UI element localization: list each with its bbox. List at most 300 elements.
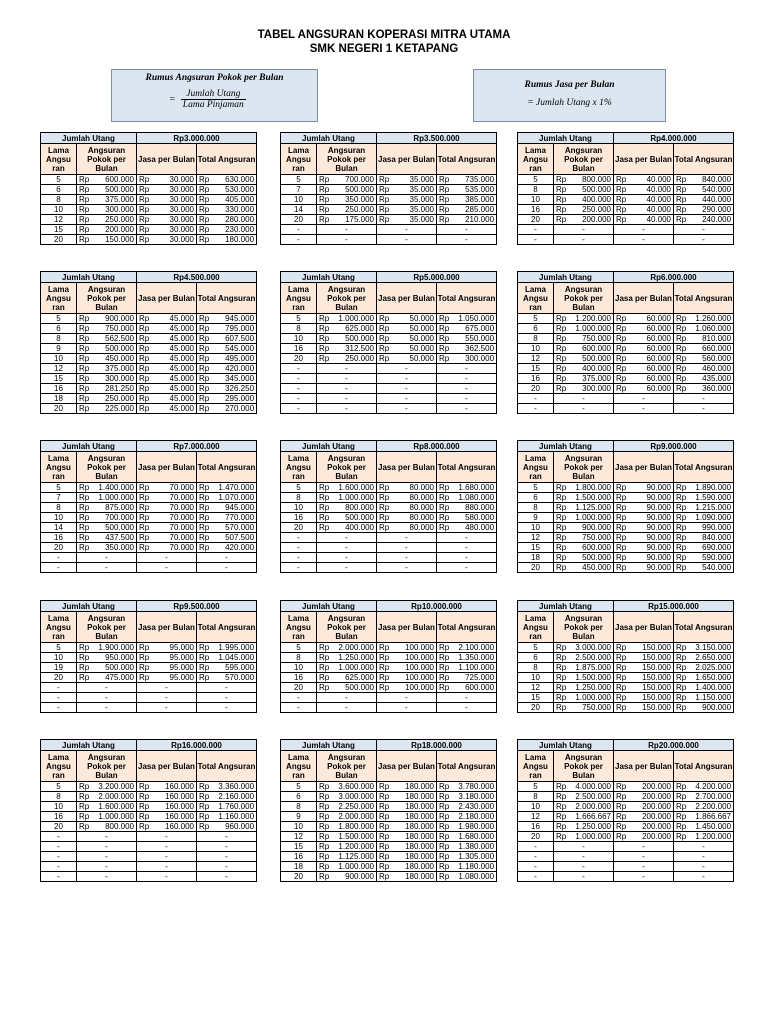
amount-value: 95.000 (169, 663, 194, 672)
amount-value: 90.000 (646, 543, 671, 552)
empty-cell: - (41, 832, 77, 842)
currency-label: Rp (139, 812, 150, 821)
table-row (41, 533, 257, 543)
pokok-cell (317, 812, 377, 822)
jasa-cell (377, 523, 437, 533)
pokok-cell (77, 643, 137, 653)
empty-cell: - (554, 235, 614, 245)
table-row (281, 852, 497, 862)
pokok-cell (77, 344, 137, 354)
amount-value: 1.305.000 (458, 852, 495, 861)
empty-cell: - (77, 852, 137, 862)
currency-label: Rp (319, 832, 330, 841)
total-cell (674, 493, 734, 503)
currency-label: Rp (379, 802, 390, 811)
empty-cell: - (317, 364, 377, 374)
currency-label: Rp (616, 693, 627, 702)
jasa-cell (377, 215, 437, 225)
jumlah-utang-amount: Rp4.000.000 (614, 133, 734, 144)
currency-label: Rp (379, 483, 390, 492)
currency-label: Rp (556, 513, 567, 522)
currency-label: Rp (319, 205, 330, 214)
lama-cell: 15 (518, 693, 554, 703)
total-cell (197, 364, 257, 374)
total-cell (197, 513, 257, 523)
jasa-cell (377, 175, 437, 185)
total-cell (674, 185, 734, 195)
table-row (518, 374, 734, 384)
currency-label: Rp (676, 334, 687, 343)
jasa-cell (377, 205, 437, 215)
currency-label: Rp (439, 205, 450, 214)
total-cell (197, 483, 257, 493)
jasa-cell (137, 663, 197, 673)
currency-label: Rp (616, 384, 627, 393)
total-cell (197, 643, 257, 653)
currency-label: Rp (556, 802, 567, 811)
lama-cell: 10 (518, 673, 554, 683)
loan-table (517, 739, 734, 882)
amount-value: 500.000 (105, 663, 134, 672)
empty-cell: - (437, 394, 497, 404)
empty-cell: - (614, 842, 674, 852)
currency-label: Rp (379, 852, 390, 861)
table-row (41, 175, 257, 185)
currency-label: Rp (139, 673, 150, 682)
amount-value: 250.000 (105, 394, 134, 403)
pokok-cell (77, 543, 137, 553)
table-row (281, 802, 497, 812)
currency-label: Rp (556, 215, 567, 224)
total-cell (437, 195, 497, 205)
jasa-cell (377, 513, 437, 523)
empty-cell: - (554, 842, 614, 852)
amount-value: 250.000 (345, 354, 374, 363)
total-cell (674, 175, 734, 185)
table-row (518, 643, 734, 653)
empty-cell: - (317, 543, 377, 553)
empty-cell: - (554, 404, 614, 414)
jasa-cell (377, 663, 437, 673)
currency-label: Rp (616, 643, 627, 652)
lama-cell: 18 (41, 394, 77, 404)
currency-label: Rp (79, 653, 90, 662)
table-row (281, 832, 497, 842)
total-cell (674, 503, 734, 513)
pokok-cell (554, 513, 614, 523)
total-cell (197, 533, 257, 543)
currency-label: Rp (79, 394, 90, 403)
jumlah-utang-amount: Rp7.000.000 (137, 441, 257, 452)
jasa-cell (137, 175, 197, 185)
total-cell (197, 195, 257, 205)
currency-label: Rp (556, 503, 567, 512)
jasa-cell (137, 394, 197, 404)
amount-value: 1.090.000 (695, 513, 732, 522)
currency-label: Rp (79, 543, 90, 552)
total-cell (674, 812, 734, 822)
currency-label: Rp (319, 215, 330, 224)
empty-cell: - (41, 703, 77, 713)
currency-label: Rp (379, 344, 390, 353)
amount-value: 45.000 (169, 374, 194, 383)
pokok-cell (554, 683, 614, 693)
empty-cell: - (437, 364, 497, 374)
table-row (518, 822, 734, 832)
jasa-cell (614, 802, 674, 812)
jasa-cell (614, 503, 674, 513)
total-header: Total Angsuran (437, 452, 497, 483)
amount-value: 80.000 (409, 523, 434, 532)
table-row (518, 842, 734, 852)
lama-cell: 5 (518, 175, 554, 185)
loan-table (280, 271, 497, 414)
empty-cell: - (137, 563, 197, 573)
total-cell (437, 314, 497, 324)
amount-value: 1.045.000 (218, 653, 255, 662)
lama-cell: 20 (41, 673, 77, 683)
table-row (281, 673, 497, 683)
formula-pokok-fraction (181, 89, 246, 110)
pokok-cell (554, 215, 614, 225)
table-row (518, 553, 734, 563)
amount-value: 160.000 (165, 802, 194, 811)
lama-cell: 16 (281, 344, 317, 354)
empty-cell: - (674, 852, 734, 862)
lama-cell: 6 (41, 185, 77, 195)
currency-label: Rp (556, 703, 567, 712)
lama-cell: 9 (518, 513, 554, 523)
currency-label: Rp (676, 703, 687, 712)
total-cell (674, 523, 734, 533)
table-row (281, 782, 497, 792)
empty-cell: - (41, 872, 77, 882)
currency-label: Rp (676, 324, 687, 333)
amount-value: 3.360.000 (218, 782, 255, 791)
amount-value: 3.000.000 (575, 643, 611, 652)
total-cell (197, 503, 257, 513)
table-row (41, 513, 257, 523)
amount-value: 1.215.000 (695, 503, 732, 512)
lama-cell: 12 (41, 364, 77, 374)
currency-label: Rp (139, 354, 150, 363)
empty-cell: - (41, 553, 77, 563)
lama-cell: 5 (41, 643, 77, 653)
empty-cell: - (554, 852, 614, 862)
table-row (518, 832, 734, 842)
currency-label: Rp (379, 215, 390, 224)
jasa-cell (137, 782, 197, 792)
amount-value: 150.000 (642, 653, 671, 662)
currency-label: Rp (199, 394, 210, 403)
empty-cell: - (281, 404, 317, 414)
amount-value: 530.000 (225, 185, 255, 194)
amount-value: 1.200.000 (695, 832, 732, 841)
currency-label: Rp (676, 673, 687, 682)
lama-cell: 20 (41, 822, 77, 832)
amount-value: 990.000 (702, 523, 732, 532)
jasa-cell (614, 533, 674, 543)
total-header: Total Angsuran (197, 283, 257, 314)
total-cell (674, 354, 734, 364)
jumlah-utang-label: Jumlah Utang (41, 601, 137, 612)
empty-cell: - (377, 563, 437, 573)
jasa-cell (614, 782, 674, 792)
empty-cell: - (377, 693, 437, 703)
amount-value: 435.000 (702, 374, 732, 383)
lama-cell: 20 (518, 563, 554, 573)
total-header: Total Angsuran (197, 612, 257, 643)
pokok-cell (554, 314, 614, 324)
pokok-cell (317, 215, 377, 225)
empty-cell: - (317, 563, 377, 573)
jasa-cell (614, 523, 674, 533)
lama-cell: 8 (41, 195, 77, 205)
currency-label: Rp (676, 812, 687, 821)
jumlah-utang-label: Jumlah Utang (281, 133, 377, 144)
amount-value: 1.150.000 (695, 693, 732, 702)
page-subtitle: SMK NEGERI 1 KETAPANG (309, 43, 459, 55)
amount-value: 3.200.000 (98, 782, 134, 791)
currency-label: Rp (319, 822, 330, 831)
currency-label: Rp (439, 185, 450, 194)
empty-cell: - (317, 384, 377, 394)
pokok-cell (317, 643, 377, 653)
pokok-cell (77, 782, 137, 792)
currency-label: Rp (139, 334, 150, 343)
empty-cell: - (377, 543, 437, 553)
currency-label: Rp (319, 663, 330, 672)
pokok-cell (554, 802, 614, 812)
empty-cell: - (518, 852, 554, 862)
amount-value: 100.000 (405, 643, 434, 652)
amount-value: 150.000 (642, 673, 671, 682)
empty-cell: - (77, 693, 137, 703)
empty-cell: - (518, 872, 554, 882)
currency-label: Rp (379, 643, 390, 652)
table-row (518, 394, 734, 404)
empty-cell: - (197, 683, 257, 693)
currency-label: Rp (199, 324, 210, 333)
pokok-cell (77, 364, 137, 374)
amount-value: 50.000 (409, 354, 434, 363)
table-row (518, 513, 734, 523)
total-cell (437, 802, 497, 812)
pokok-cell (554, 812, 614, 822)
jumlah-utang-amount: Rp6.000.000 (614, 272, 734, 283)
amount-value: 200.000 (642, 812, 671, 821)
total-cell (674, 832, 734, 842)
empty-cell: - (554, 225, 614, 235)
total-cell (437, 832, 497, 842)
empty-cell: - (41, 693, 77, 703)
lama-cell: 10 (518, 344, 554, 354)
table-row (518, 533, 734, 543)
currency-label: Rp (379, 493, 390, 502)
currency-label: Rp (616, 543, 627, 552)
amount-value: 1.680.000 (458, 483, 495, 492)
jasa-cell (137, 523, 197, 533)
amount-value: 900.000 (702, 703, 732, 712)
amount-value: 2.250.000 (338, 802, 374, 811)
amount-value: 800.000 (582, 175, 611, 184)
currency-label: Rp (139, 653, 150, 662)
amount-value: 875.000 (105, 503, 134, 512)
amount-value: 150.000 (642, 643, 671, 652)
table-row (281, 215, 497, 225)
total-cell (674, 553, 734, 563)
total-cell (197, 782, 257, 792)
total-cell (674, 683, 734, 693)
jasa-cell (137, 653, 197, 663)
pokok-cell (317, 354, 377, 364)
table-row (281, 703, 497, 713)
empty-cell: - (518, 404, 554, 414)
pokok-cell (77, 195, 137, 205)
currency-label: Rp (139, 483, 150, 492)
lama-cell: 5 (518, 314, 554, 324)
pokok-cell (554, 703, 614, 713)
currency-label: Rp (139, 802, 150, 811)
currency-label: Rp (439, 792, 450, 801)
lama-cell: 18 (518, 553, 554, 563)
currency-label: Rp (79, 792, 90, 801)
amount-value: 1.000.000 (575, 324, 611, 333)
currency-label: Rp (616, 503, 627, 512)
pokok-cell (554, 822, 614, 832)
amount-value: 1.600.000 (98, 802, 134, 811)
amount-value: 90.000 (646, 503, 671, 512)
jasa-cell (137, 225, 197, 235)
amount-value: 580.000 (465, 513, 495, 522)
table-row (518, 384, 734, 394)
amount-value: 150.000 (642, 663, 671, 672)
table-row (281, 404, 497, 414)
empty-cell: - (281, 703, 317, 713)
currency-label: Rp (556, 563, 567, 572)
currency-label: Rp (79, 503, 90, 512)
lama-cell: 16 (281, 673, 317, 683)
currency-label: Rp (319, 493, 330, 502)
amount-value: 437.500 (105, 533, 134, 542)
amount-value: 350.000 (345, 195, 374, 204)
jumlah-utang-label: Jumlah Utang (41, 272, 137, 283)
pokok-cell (317, 523, 377, 533)
currency-label: Rp (439, 175, 450, 184)
empty-cell: - (281, 374, 317, 384)
total-cell (437, 673, 497, 683)
currency-label: Rp (79, 812, 90, 821)
lama-header: Lama Angsu ran (518, 283, 554, 314)
pokok-cell (77, 394, 137, 404)
total-cell (674, 543, 734, 553)
currency-label: Rp (439, 334, 450, 343)
amount-value: 95.000 (169, 643, 194, 652)
jasa-cell (614, 812, 674, 822)
jasa-cell (614, 553, 674, 563)
amount-value: 950.000 (105, 653, 134, 662)
pokok-header: Angsuran Pokok per Bulan (317, 144, 377, 175)
jasa-header: Jasa per Bulan (377, 612, 437, 643)
currency-label: Rp (616, 175, 627, 184)
jumlah-utang-label: Jumlah Utang (281, 601, 377, 612)
empty-cell: - (554, 394, 614, 404)
amount-value: 500.000 (105, 523, 134, 532)
lama-header: Lama Angsu ran (41, 751, 77, 782)
empty-cell: - (614, 225, 674, 235)
pokok-header: Angsuran Pokok per Bulan (77, 612, 137, 643)
currency-label: Rp (319, 852, 330, 861)
currency-label: Rp (439, 314, 450, 323)
currency-label: Rp (79, 195, 90, 204)
currency-label: Rp (616, 683, 627, 692)
currency-label: Rp (676, 374, 687, 383)
lama-cell: 8 (518, 663, 554, 673)
currency-label: Rp (556, 533, 567, 542)
pokok-header: Angsuran Pokok per Bulan (77, 452, 137, 483)
amount-value: 175.000 (345, 215, 374, 224)
total-cell (437, 354, 497, 364)
amount-value: 1.450.000 (695, 822, 732, 831)
empty-cell: - (137, 872, 197, 882)
total-cell (437, 862, 497, 872)
total-cell (197, 493, 257, 503)
currency-label: Rp (676, 175, 687, 184)
amount-value: 795.000 (225, 324, 255, 333)
table-row (41, 334, 257, 344)
jasa-header: Jasa per Bulan (614, 283, 674, 314)
amount-value: 1.980.000 (458, 822, 495, 831)
jasa-cell (377, 483, 437, 493)
amount-value: 200.000 (105, 225, 134, 234)
amount-value: 240.000 (702, 215, 732, 224)
amount-value: 385.000 (465, 195, 495, 204)
currency-label: Rp (676, 354, 687, 363)
amount-value: 70.000 (169, 523, 194, 532)
lama-cell: 5 (281, 483, 317, 493)
empty-cell: - (437, 404, 497, 414)
currency-label: Rp (319, 503, 330, 512)
currency-label: Rp (139, 503, 150, 512)
pokok-cell (554, 533, 614, 543)
pokok-cell (317, 862, 377, 872)
jasa-cell (614, 653, 674, 663)
currency-label: Rp (616, 344, 627, 353)
amount-value: 180.000 (405, 862, 434, 871)
currency-label: Rp (379, 195, 390, 204)
total-cell (437, 334, 497, 344)
amount-value: 180.000 (405, 832, 434, 841)
table-row (41, 324, 257, 334)
formula-jasa-box (473, 69, 666, 122)
pokok-header: Angsuran Pokok per Bulan (317, 751, 377, 782)
empty-cell: - (437, 533, 497, 543)
currency-label: Rp (676, 215, 687, 224)
table-row (41, 215, 257, 225)
amount-value: 540.000 (702, 563, 732, 572)
amount-value: 70.000 (169, 493, 194, 502)
empty-cell: - (317, 703, 377, 713)
lama-cell: 10 (281, 503, 317, 513)
amount-value: 375.000 (582, 374, 611, 383)
lama-cell: 10 (281, 822, 317, 832)
amount-value: 45.000 (169, 354, 194, 363)
amount-value: 95.000 (169, 673, 194, 682)
jasa-cell (137, 822, 197, 832)
currency-label: Rp (199, 374, 210, 383)
currency-label: Rp (616, 483, 627, 492)
amount-value: 60.000 (646, 324, 671, 333)
